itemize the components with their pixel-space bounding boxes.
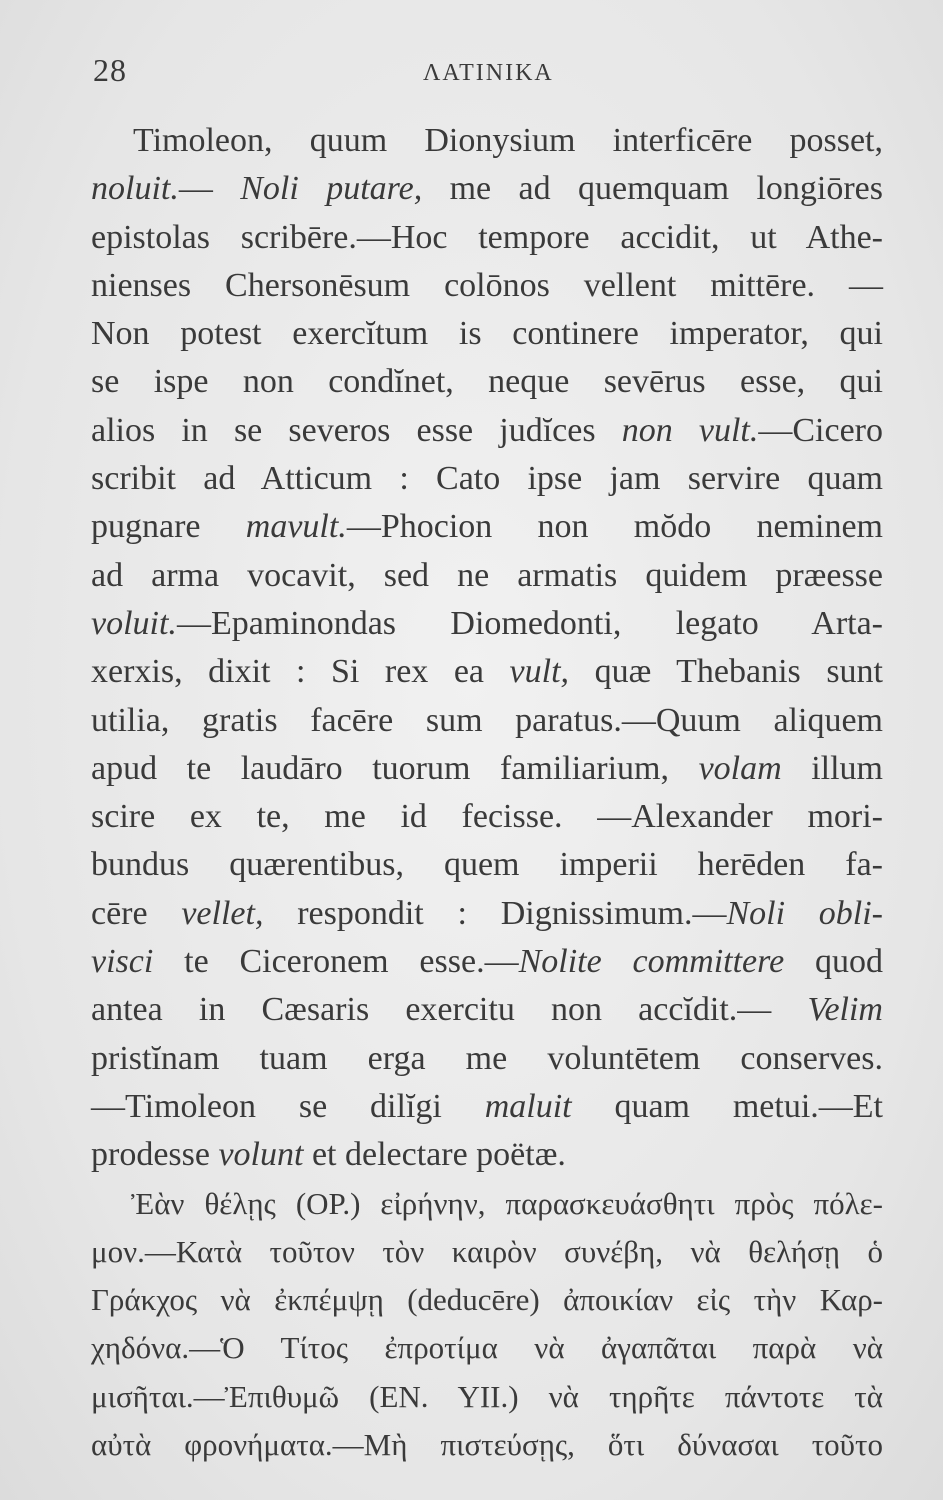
- text-segment: Γράκχος νὰ ἐκπέμψῃ (deducēre) ἀποικίαν εἰς τὴν Καρ-: [91, 1282, 883, 1318]
- text-segment: —Phocion non mŏdo neminem: [346, 508, 883, 546]
- italic-text: Velim: [807, 991, 883, 1029]
- text-segment: et delectare poëtæ.: [303, 1136, 566, 1174]
- text-line: [91, 1324, 883, 1372]
- text-line: [91, 407, 883, 455]
- italic-text: maluit: [484, 1087, 572, 1125]
- text-segment: pugnare: [91, 508, 246, 546]
- text-segment: xerxis, dixit : Si rex ea: [91, 653, 510, 691]
- text-line: [91, 986, 883, 1034]
- text-line: [91, 600, 883, 648]
- italic-text: Noli putare,: [240, 170, 423, 208]
- italic-text: visci: [91, 943, 154, 981]
- text-segment: me ad quemquam longiōres: [422, 170, 883, 208]
- italic-text: vult,: [509, 653, 570, 691]
- text-line: [91, 1228, 883, 1276]
- text-segment: bundus quærentibus, quem imperii herēden fa-: [91, 846, 883, 884]
- text-line: [91, 117, 883, 165]
- italic-text: volunt: [218, 1136, 304, 1174]
- text-segment: se ispe non condĭnet, neque sevērus esse, qui: [91, 363, 883, 401]
- italic-text: vellet,: [181, 894, 264, 932]
- text-segment: scire ex te, me id fecisse. —Alexander mori-: [91, 798, 883, 836]
- text-line: [91, 1373, 883, 1421]
- text-line: [91, 503, 883, 551]
- page-number: 28: [93, 52, 127, 88]
- text-segment: Timoleon, quum Dionysium interficēre posset,: [133, 122, 883, 159]
- text-segment: quod: [784, 943, 883, 981]
- text-line: [91, 165, 883, 213]
- text-line: [91, 1421, 883, 1469]
- text-segment: epistolas scribēre.—Hoc tempore accidit, ut Athe-: [91, 218, 883, 256]
- text-segment: quæ Thebanis sunt: [569, 653, 884, 691]
- text-line: [91, 841, 883, 889]
- text-segment: respondit : Dignissimum.—: [263, 894, 727, 932]
- text-line: [91, 1035, 883, 1083]
- text-line: [91, 358, 883, 406]
- text-line: [91, 938, 883, 986]
- text-segment: μισῆται.—Ἐπιθυμῶ (ΕΝ. ΥΙΙ.) νὰ τηρῆτε πάντοτε τὰ: [91, 1378, 883, 1414]
- text-line: [91, 262, 883, 310]
- text-line: [91, 1131, 883, 1179]
- text-segment: —Epaminondas Diomedonti, legato Arta-: [176, 604, 883, 642]
- text-line: [91, 890, 883, 938]
- text-segment: prodesse: [91, 1136, 219, 1174]
- text-segment: te Ciceronem esse.—: [153, 943, 519, 981]
- text-line: [91, 214, 883, 262]
- page-header: [93, 52, 883, 92]
- text-line: [91, 1083, 883, 1131]
- italic-text: Noli obli-: [726, 894, 883, 932]
- text-segment: Non potest exercĭtum is continere imperator, qui: [91, 315, 883, 353]
- italic-text: mavult.: [245, 508, 347, 546]
- text-segment: alios in se severos esse judĭces: [91, 411, 622, 449]
- text-segment: χηδόνα.—Ὁ Τίτος ἐπροτίμα νὰ ἀγαπᾶται παρὰ νὰ: [91, 1330, 883, 1366]
- text-segment: nienses Chersonēsum colōnos vellent mittēre. —: [91, 266, 883, 304]
- text-segment: pristĭnam tuam erga me voluntētem conserves.: [91, 1039, 883, 1077]
- text-segment: αὐτὰ φρονήματα.—Μὴ πιστεύσῃς, ὅτι δύνασαι τοῦτο: [91, 1427, 883, 1463]
- italic-text: voluit.: [91, 604, 177, 642]
- italic-text: non vult.: [621, 411, 759, 449]
- text-segment: Ἐὰν θέλῃς (OP.) εἰρήνην, παρασκευάσθητι πρὸς πόλε-: [131, 1185, 883, 1221]
- text-line: [91, 697, 883, 745]
- text-line: [91, 648, 883, 696]
- text-segment: —Cicero: [758, 411, 883, 449]
- italic-text: volam: [698, 749, 782, 787]
- body-text: [91, 117, 883, 1469]
- running-title: ΛΑΤΙΝΙΚΑ: [423, 60, 554, 86]
- italic-text: Nolite committere: [518, 943, 785, 981]
- text-segment: —: [178, 170, 241, 208]
- text-segment: utilia, gratis facēre sum paratus.—Quum aliquem: [91, 701, 883, 739]
- text-line: [91, 552, 883, 600]
- text-segment: scribit ad Atticum : Cato ipse jam servire quam: [91, 460, 883, 498]
- text-line: [91, 1180, 883, 1228]
- text-segment: antea in Cæsaris exercitu non accĭdit.—: [91, 991, 808, 1029]
- text-segment: —Timoleon se dilĭgi: [91, 1087, 485, 1125]
- text-line: [91, 310, 883, 358]
- text-line: [91, 1276, 883, 1324]
- text-segment: illum: [781, 749, 883, 787]
- text-segment: μον.—Κατὰ τοῦτον τὸν καιρὸν συνέβη, νὰ θελήσῃ ὁ: [91, 1233, 883, 1269]
- italic-text: noluit.: [91, 170, 179, 208]
- text-segment: ad arma vocavit, sed ne armatis quidem præesse: [91, 556, 883, 594]
- text-line: [91, 793, 883, 841]
- text-line: [91, 455, 883, 503]
- text-line: [91, 745, 883, 793]
- text-segment: apud te laudāro tuorum familiarium,: [91, 749, 699, 787]
- text-segment: quam metui.—Et: [571, 1087, 883, 1125]
- text-segment: cēre: [91, 894, 182, 932]
